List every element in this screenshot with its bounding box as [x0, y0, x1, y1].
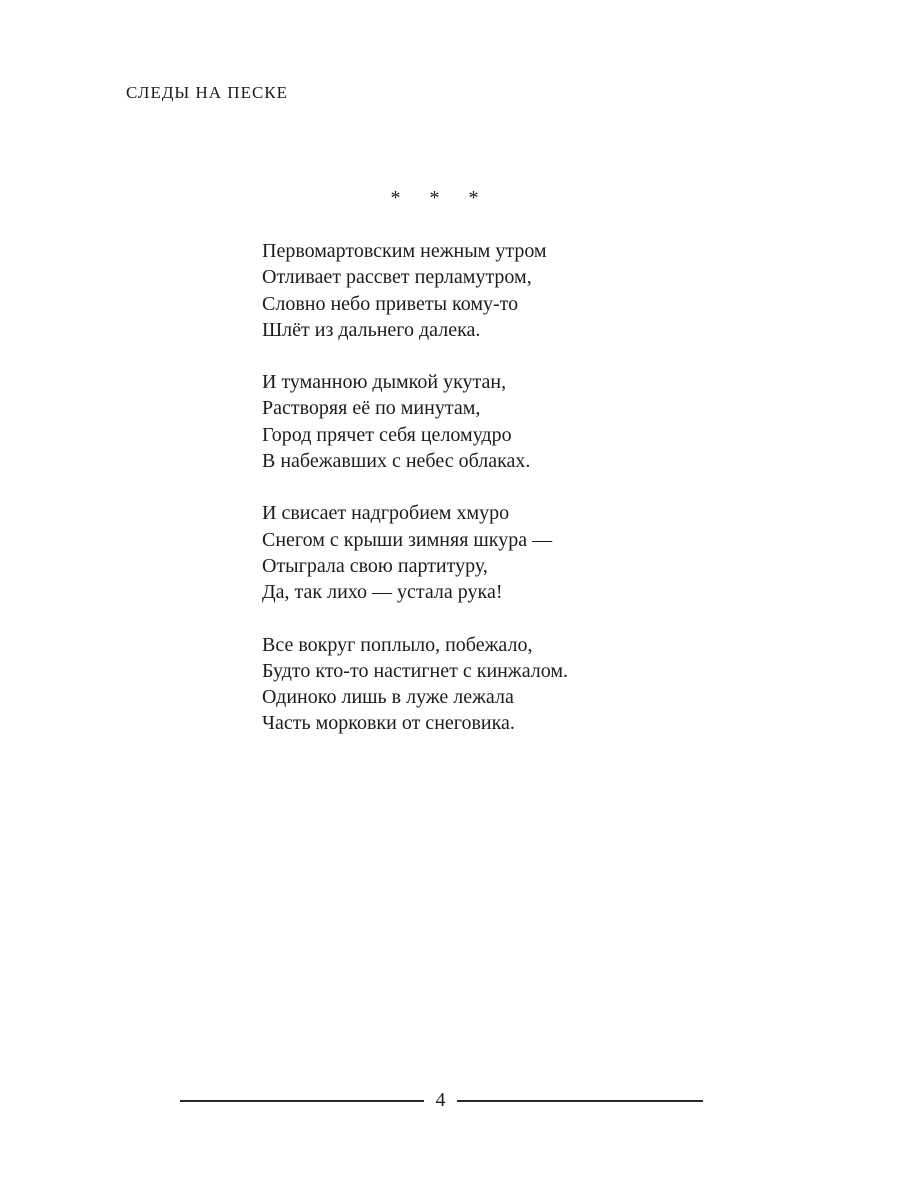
poem-line: Первомартовским нежным утром [262, 240, 547, 262]
poem-line: Одиноко лишь в луже лежала [262, 686, 514, 709]
poem-line: Да, так лихо — устала рука! [262, 581, 503, 604]
poem-line: Снегом с крыши зимняя шкура — [262, 528, 553, 551]
stanza-1 [262, 238, 568, 343]
poem-line: Будто кто-то настигнет с кинжалом. [262, 659, 568, 682]
poem-line: Растворяя её по минутам, [262, 397, 481, 420]
poem-line: Словно небо приветы кому-то [262, 292, 519, 315]
poem-line: Все вокруг поплыло, побежало, [262, 633, 533, 656]
poem-line: И свисает надгробием хмуро [262, 502, 510, 525]
poem-line: Шлёт из дальнего далека. [262, 318, 481, 341]
poem-line: В набежавших с небес облаках. [262, 450, 531, 473]
footer-rule-right [457, 1100, 703, 1102]
poem-line: Часть морковки от снеговика. [262, 712, 515, 735]
stanza-3 [262, 500, 568, 605]
page-number: 4 [435, 1089, 446, 1111]
poem [262, 238, 568, 763]
running-head: СЛЕДЫ НА ПЕСКЕ [126, 83, 289, 102]
stanza-4 [262, 632, 568, 737]
poem-line: Город прячет себя целомудро [262, 423, 512, 446]
section-separator: * * * [390, 187, 491, 209]
poem-line: Отливает рассвет перламутром, [262, 266, 532, 289]
poem-line: И туманною дымкой укутан, [262, 371, 507, 394]
stanza-2 [262, 369, 568, 474]
footer-rule-left [180, 1100, 424, 1102]
poem-line: Отыграла свою партитуру, [262, 554, 488, 577]
